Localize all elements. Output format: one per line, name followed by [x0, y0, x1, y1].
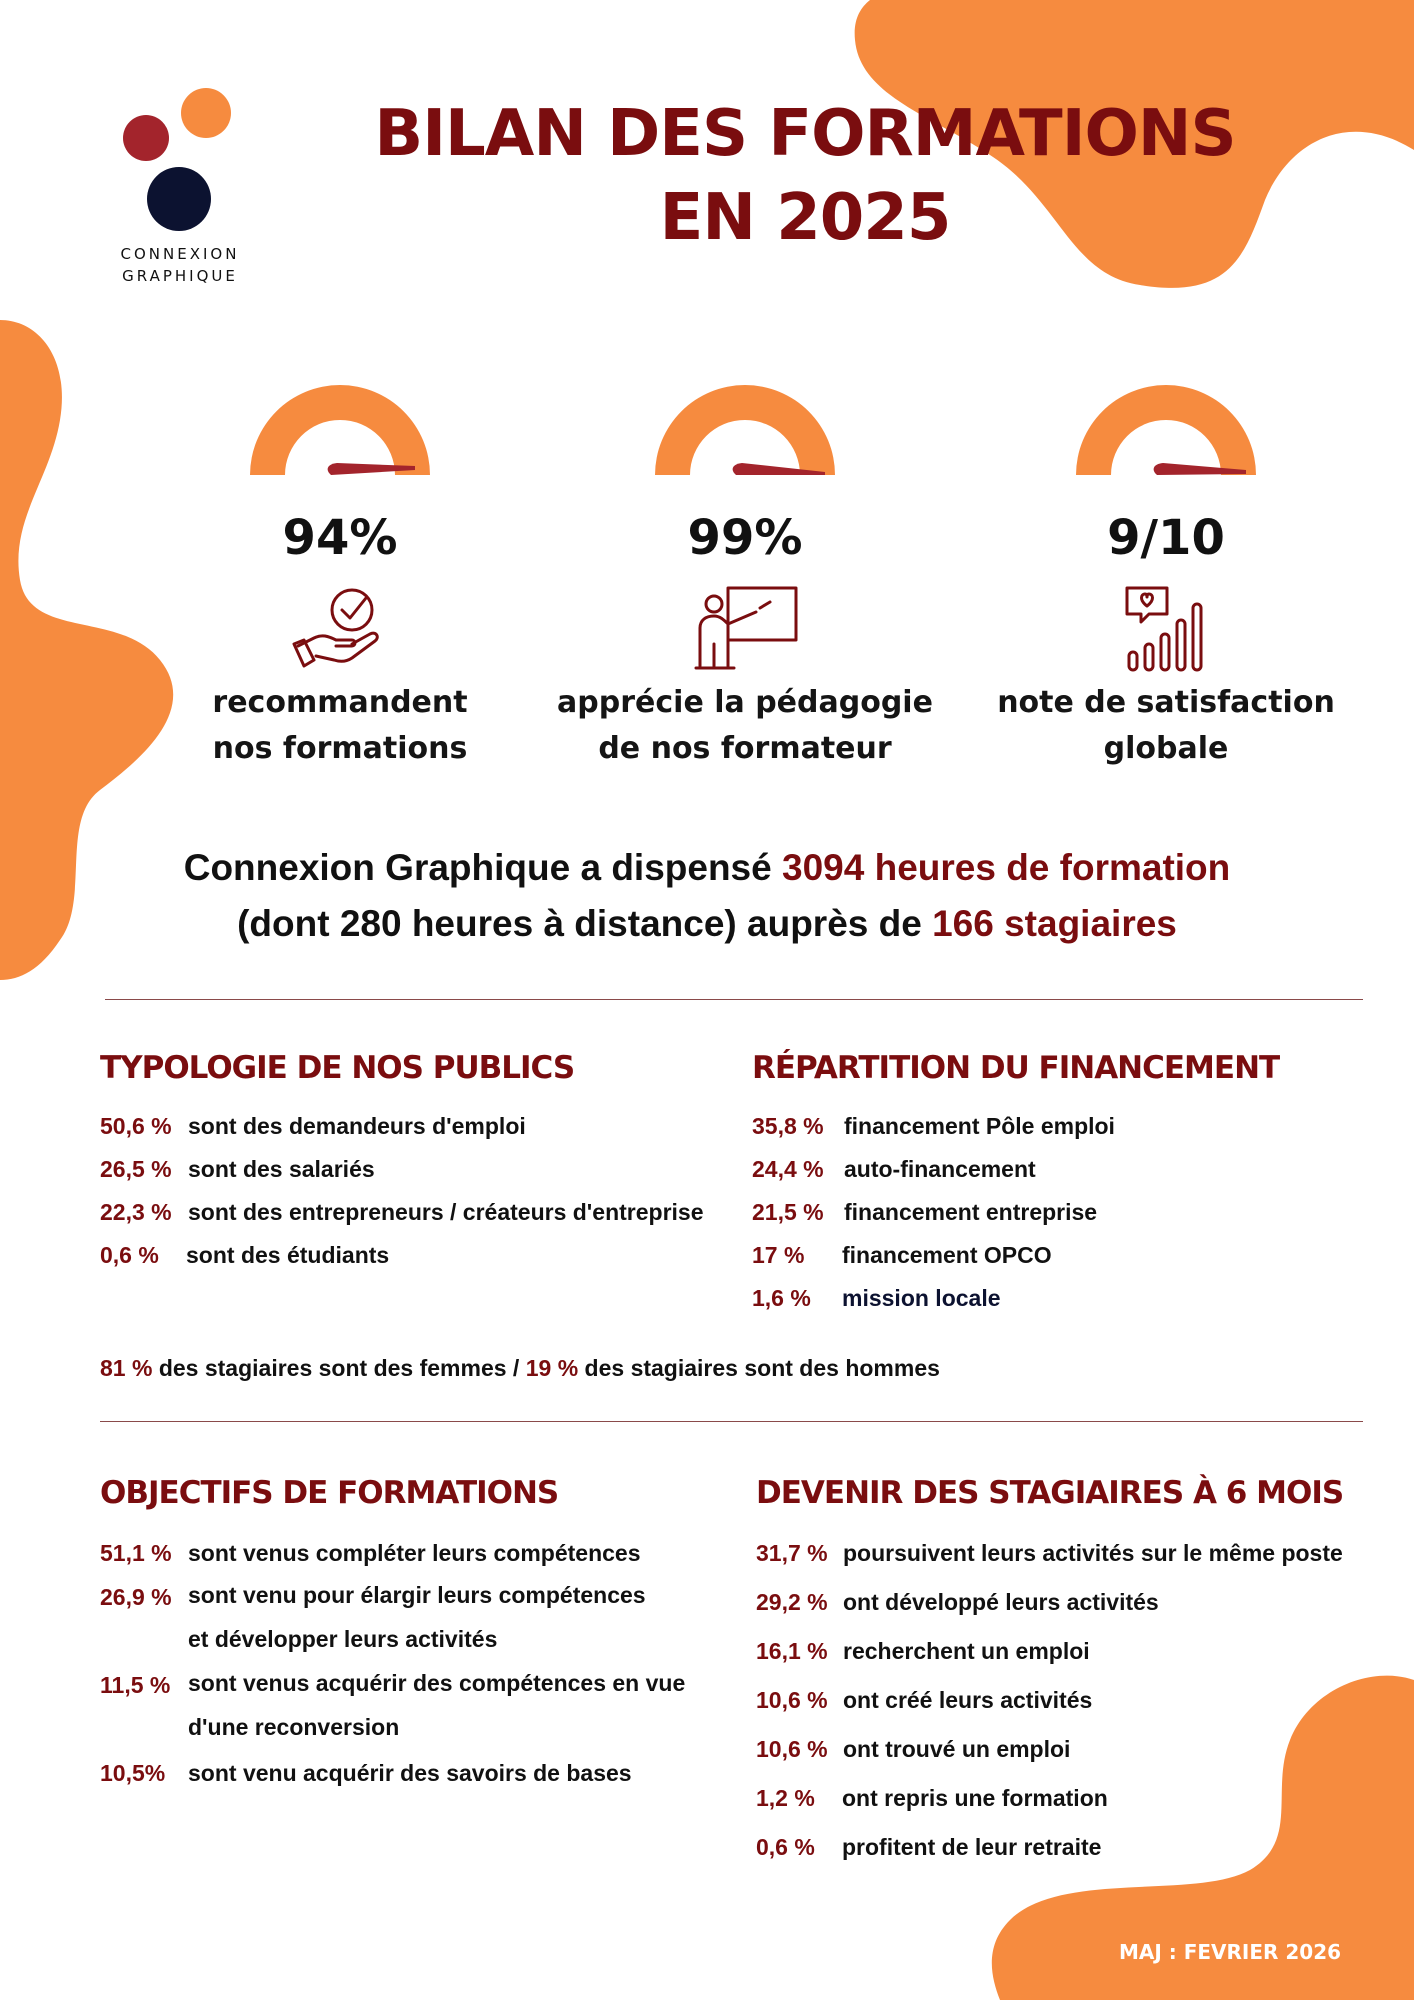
stat-percent: 22,3 % — [100, 1199, 172, 1225]
stat-percent: 21,5 % — [752, 1199, 824, 1225]
list-item — [752, 1156, 1312, 1199]
stat-text-line-1: sont venus compléter leurs compétences — [188, 1540, 641, 1566]
kpi-value: 99% — [687, 510, 803, 566]
stat-text: sont des entrepreneurs / créateurs d'entreprise — [188, 1199, 704, 1225]
list-item — [756, 1589, 1376, 1638]
stat-text: financement OPCO — [842, 1242, 1052, 1268]
men-percent: 19 % — [525, 1355, 579, 1381]
logo-dots-icon — [110, 80, 260, 240]
devenir-list — [756, 1540, 1376, 1883]
stat-percent: 1,2 % — [756, 1785, 815, 1811]
stat-percent: 0,6 % — [756, 1834, 815, 1860]
page-title — [330, 92, 1280, 260]
kpi-label — [976, 680, 1356, 772]
list-item — [100, 1242, 740, 1285]
stat-percent: 10,6 % — [756, 1687, 828, 1713]
kpi-label-line-2: de nos formateur — [598, 731, 892, 766]
list-item — [756, 1687, 1376, 1736]
list-item — [100, 1156, 740, 1199]
stat-percent: 11,5 % — [100, 1672, 171, 1698]
summary-text — [80, 840, 1334, 952]
kpi-satisfaction — [976, 380, 1356, 772]
stat-percent: 26,5 % — [100, 1156, 172, 1182]
list-item — [752, 1285, 1312, 1328]
devenir-title: DEVENIR DES STAGIAIRES À 6 MOIS — [756, 1475, 1344, 1511]
stat-text: ont développé leurs activités — [843, 1589, 1159, 1615]
stat-text: sont des étudiants — [186, 1242, 390, 1268]
list-item — [756, 1834, 1376, 1883]
stat-percent: 0,6 % — [100, 1242, 159, 1268]
kpi-label-line-1: note de satisfaction — [997, 685, 1335, 720]
summary-line-1 — [80, 840, 1334, 896]
list-item — [752, 1242, 1312, 1285]
stat-text: auto-financement — [844, 1156, 1036, 1182]
stat-text: financement Pôle emploi — [844, 1113, 1115, 1139]
stat-text-line-1: sont venus acquérir des compétences en vue — [188, 1670, 686, 1696]
stat-percent: 51,1 % — [100, 1540, 172, 1566]
stat-text — [188, 1760, 740, 1804]
publics-list — [100, 1113, 740, 1285]
stat-text: ont trouvé un emploi — [843, 1736, 1071, 1762]
stat-percent: 1,6 % — [752, 1285, 811, 1311]
kpi-value: 9/10 — [1107, 510, 1225, 566]
list-item — [100, 1199, 740, 1242]
kpi-recommendation — [150, 380, 530, 772]
stat-percent: 26,9 % — [100, 1584, 172, 1610]
update-date: MAJ : FEVRIER 2026 — [1118, 1940, 1342, 1964]
list-item — [756, 1638, 1376, 1687]
logo-line-2: GRAPHIQUE — [122, 267, 238, 285]
stat-percent: 35,8 % — [752, 1113, 824, 1139]
stat-text — [188, 1573, 740, 1672]
gender-split — [100, 1355, 940, 1382]
hand-check-icon — [150, 584, 530, 674]
stat-text: ont repris une formation — [842, 1785, 1108, 1811]
kpi-label-line-2: globale — [1103, 731, 1229, 766]
stat-text-line-2: et développer leurs activités — [188, 1626, 498, 1652]
list-item — [100, 1760, 740, 1804]
stat-percent: 16,1 % — [756, 1638, 828, 1664]
list-item — [756, 1540, 1376, 1589]
kpi-label-line-1: apprécie la pédagogie — [557, 685, 933, 720]
title-line-2: EN 2025 — [659, 181, 951, 255]
stat-text: poursuivent leurs activités sur le même poste — [843, 1540, 1343, 1566]
divider-top — [105, 999, 1363, 1000]
teacher-board-icon — [555, 584, 935, 674]
summary-hours: 3094 heures de formation — [782, 847, 1231, 888]
stat-percent: 24,4 % — [752, 1156, 824, 1182]
summary-part-2: (dont 280 heures à distance) auprès de — [237, 903, 933, 944]
stat-percent: 31,7 % — [756, 1540, 828, 1566]
stat-text — [188, 1661, 740, 1760]
summary-trainees: 166 stagiaires — [932, 903, 1177, 944]
stat-text: ont créé leurs activités — [843, 1687, 1093, 1713]
logo-text — [110, 243, 250, 287]
list-item — [756, 1785, 1376, 1834]
logo — [110, 80, 260, 290]
list-item — [100, 1584, 740, 1672]
kpi-label-line-2: nos formations — [212, 731, 468, 766]
summary-part-1: Connexion Graphique a dispensé — [183, 847, 782, 888]
gauge-icon — [1071, 380, 1261, 480]
list-item — [756, 1736, 1376, 1785]
stat-text-line-1: sont venu pour élargir leurs compétences — [188, 1582, 646, 1608]
stat-text-line-1: sont venu acquérir des savoirs de bases — [188, 1760, 632, 1786]
stat-text: financement entreprise — [844, 1199, 1098, 1225]
financement-title: RÉPARTITION DU FINANCEMENT — [752, 1050, 1280, 1086]
gauge-icon — [245, 380, 435, 480]
stat-percent: 29,2 % — [756, 1589, 828, 1615]
stat-percent: 10,5% — [100, 1760, 166, 1786]
kpi-pedagogy — [555, 380, 935, 772]
publics-title: TYPOLOGIE DE NOS PUBLICS — [100, 1050, 575, 1086]
list-item — [752, 1199, 1312, 1242]
list-item — [100, 1113, 740, 1156]
women-percent: 81 % — [100, 1355, 153, 1381]
divider-middle — [100, 1421, 1363, 1422]
list-item — [100, 1672, 740, 1760]
women-text: des stagiaires sont des femmes / — [152, 1355, 526, 1381]
stat-text: mission locale — [842, 1285, 1001, 1311]
objectifs-list — [100, 1540, 740, 1804]
stat-text: sont des salariés — [188, 1156, 375, 1182]
men-text: des stagiaires sont des hommes — [578, 1355, 940, 1381]
summary-line-2 — [80, 896, 1334, 952]
list-item — [752, 1113, 1312, 1156]
stat-percent: 17 % — [752, 1242, 805, 1268]
stat-text: sont des demandeurs d'emploi — [188, 1113, 526, 1139]
stat-text: recherchent un emploi — [843, 1638, 1090, 1664]
stat-text: profitent de leur retraite — [842, 1834, 1102, 1860]
kpi-label-line-1: recommandent — [212, 685, 468, 720]
logo-line-1: CONNEXION — [120, 245, 240, 263]
stat-percent: 10,6 % — [756, 1736, 828, 1762]
title-line-1: BILAN DES FORMATIONS — [374, 97, 1236, 171]
stat-percent: 50,6 % — [100, 1113, 172, 1139]
gauge-icon — [650, 380, 840, 480]
kpi-label — [555, 680, 935, 772]
stat-text-line-2: d'une reconversion — [188, 1714, 400, 1740]
satisfaction-chart-icon — [976, 584, 1356, 674]
objectifs-title: OBJECTIFS DE FORMATIONS — [100, 1475, 559, 1511]
kpi-label — [150, 680, 530, 772]
kpi-value: 94% — [282, 510, 398, 566]
financement-list — [752, 1113, 1312, 1328]
